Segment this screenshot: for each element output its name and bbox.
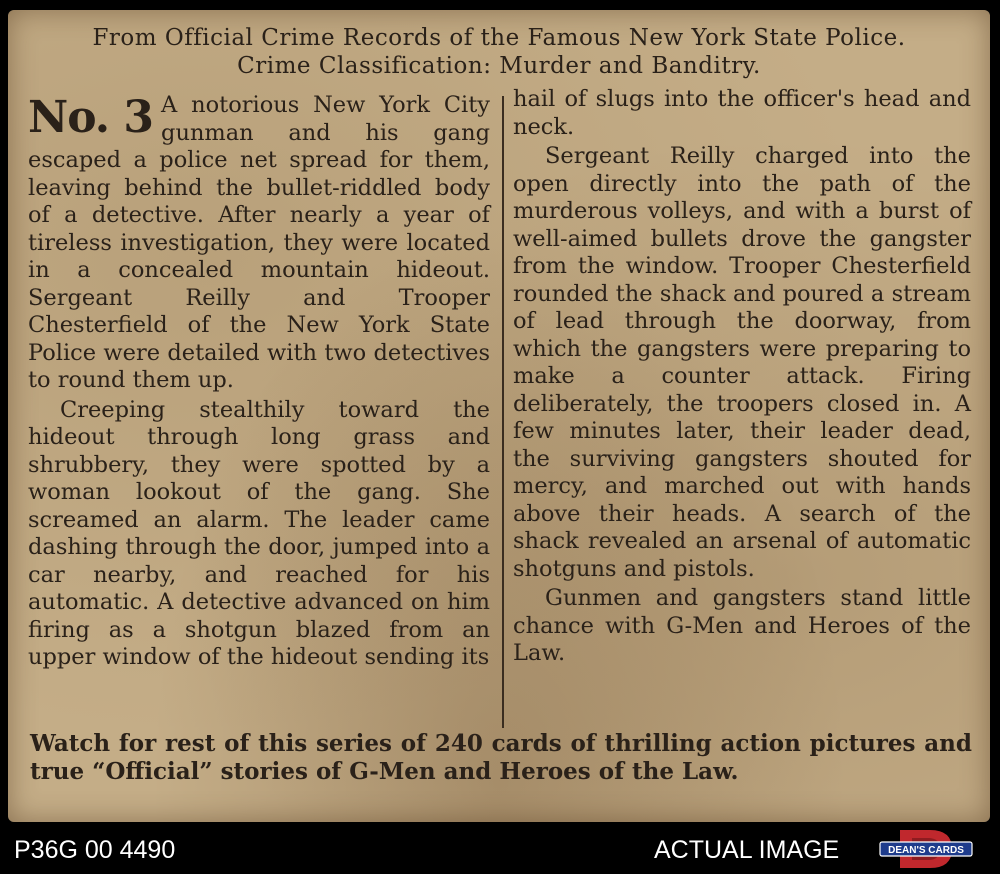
actual-image-label: ACTUAL IMAGE bbox=[654, 836, 840, 864]
left-column bbox=[28, 92, 490, 672]
header-line-1: From Official Crime Records of the Famous New York State Police. bbox=[92, 25, 906, 51]
left-paragraph-1: A notorious New York City gunman and his gang escaped a police net spread for them, leaving behind the bullet-riddled body of a detective. After nearly a year of tireless investigation, they were located in a concealed mountain hideout. Sergeant Reilly and Trooper Chesterfield of the New York State Police were detailed with two detectives to round them up. bbox=[28, 92, 490, 393]
trading-card-back bbox=[8, 10, 990, 822]
right-paragraph-3: Gunmen and gangsters stand little chance with G-Men and Heroes of the Law. bbox=[513, 585, 971, 666]
column-divider bbox=[502, 96, 504, 728]
svg-text:DEAN'S CARDS: DEAN'S CARDS bbox=[888, 845, 964, 856]
card-number: No. 3 bbox=[28, 92, 154, 143]
card-footer: Watch for rest of this series of 240 cards of thrilling action pictures and true “Official” stories of G-Men and Heroes of the Law. bbox=[30, 730, 972, 785]
right-paragraph-1: hail of slugs into the officer's head and neck. bbox=[513, 86, 971, 140]
right-paragraph-2: Sergeant Reilly charged into the open directly into the path of the murderous volleys, and with a burst of well-aimed bullets drove the gangster from the window. Trooper Chesterfield rounded the shack and poured a stream of lead through the doorway, from which the gangsters were preparing to make a counter attack. Firing deliberately, the troopers closed in. A few minutes later, their leader dead, the surviving gangsters shouted for mercy, and marched out with hands above their heads. A search of the shack revealed an arsenal of automatic shotguns and pistols. bbox=[513, 143, 971, 582]
header-line-2: Crime Classification: Murder and Banditry. bbox=[237, 53, 761, 79]
cert-number: P36G 00 4490 bbox=[14, 836, 176, 864]
left-paragraph-2: Creeping stealthily toward the hideout through long grass and shrubbery, they were spotted by a woman lookout of the gang. She screamed an alarm. The leader came dashing through the door, jumped into a car nearby, and reached for his automatic. A detective advanced on him firing as a shotgun blazed from an upper window of the hideout sending its bbox=[28, 396, 490, 670]
card-header bbox=[8, 24, 990, 80]
deans-cards-logo-icon bbox=[878, 828, 974, 870]
right-column bbox=[513, 86, 971, 668]
